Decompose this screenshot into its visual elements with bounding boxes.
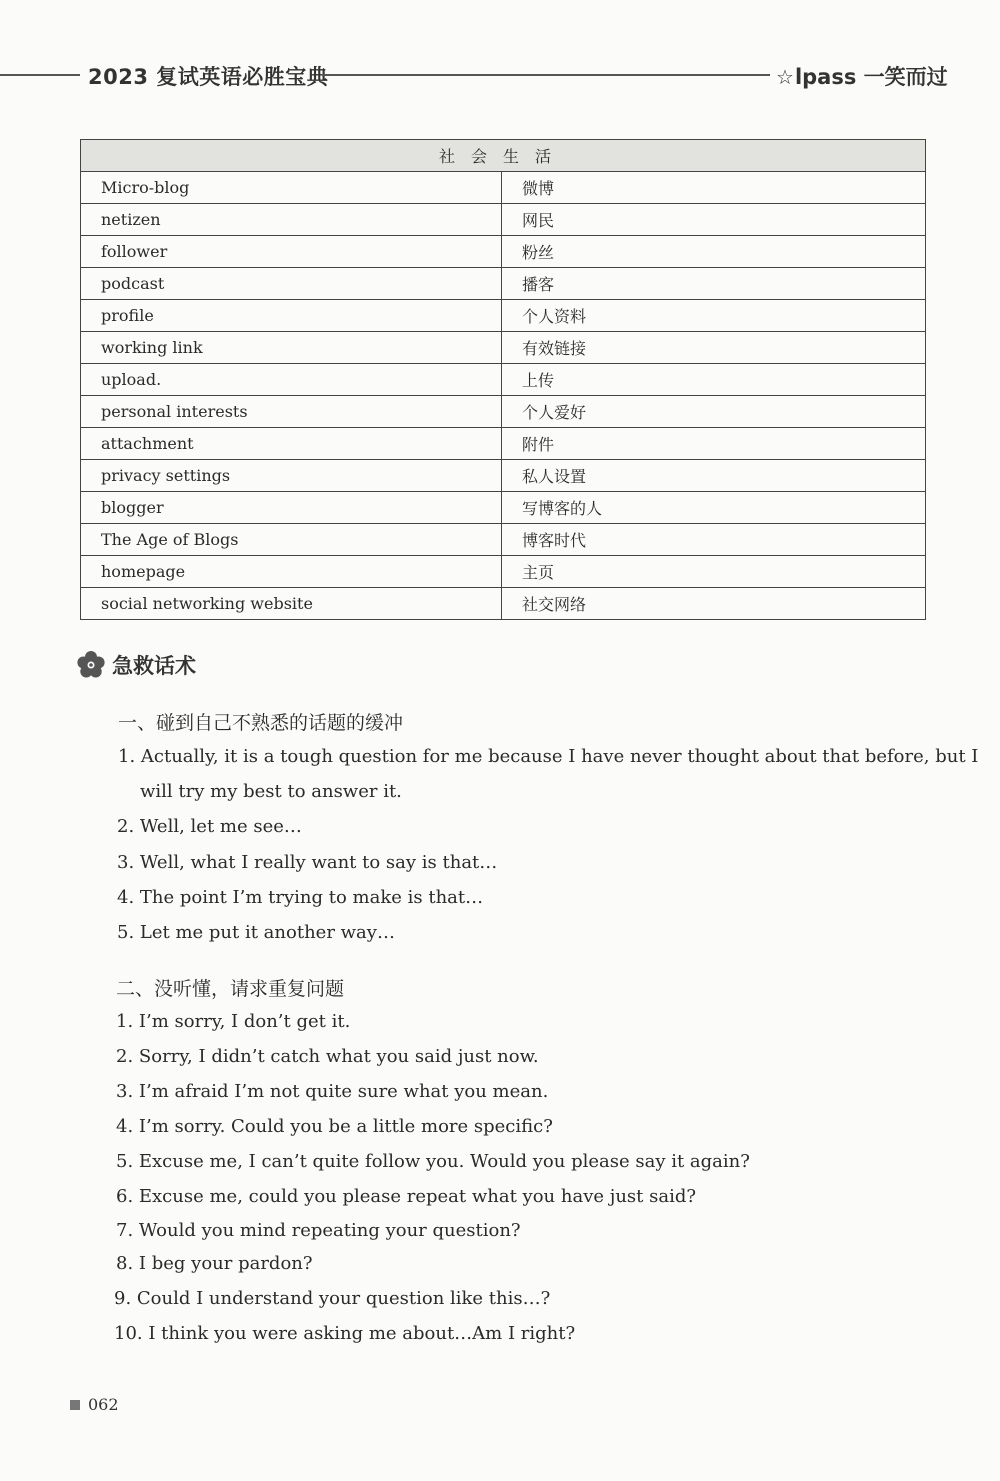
term-english: privacy settings	[81, 460, 502, 492]
term-english: working link	[81, 332, 502, 364]
section-title-text: 急救话术	[112, 654, 196, 678]
part1-item: 1. Actually, it is a tough question for me because I have never thought about that before, but I	[118, 746, 979, 767]
flower-icon	[76, 650, 106, 680]
term-chinese: 私人设置	[502, 460, 926, 492]
page-number-square-icon	[70, 1400, 80, 1410]
part1-item: will try my best to answer it.	[140, 781, 402, 802]
term-chinese: 网民	[502, 204, 926, 236]
term-english: blogger	[81, 492, 502, 524]
brand-text: lpass 一笑而过	[794, 65, 948, 89]
table-body	[81, 172, 926, 620]
term-chinese: 附件	[502, 428, 926, 460]
table-row	[81, 172, 926, 204]
term-english: personal interests	[81, 396, 502, 428]
part1-item: 5. Let me put it another way…	[117, 922, 395, 943]
table-row	[81, 556, 926, 588]
part2-item: 9. Could I understand your question like this…?	[114, 1288, 551, 1309]
term-chinese: 社交网络	[502, 588, 926, 620]
term-chinese: 主页	[502, 556, 926, 588]
term-english: attachment	[81, 428, 502, 460]
term-english: Micro-blog	[81, 172, 502, 204]
page-number-text: 062	[88, 1395, 119, 1414]
term-chinese: 个人资料	[502, 300, 926, 332]
brand	[776, 61, 948, 91]
part2-item: 10. I think you were asking me about…Am I right?	[114, 1323, 576, 1344]
term-english: social networking website	[81, 588, 502, 620]
term-english: follower	[81, 236, 502, 268]
table-row	[81, 428, 926, 460]
page-number	[70, 1395, 119, 1414]
term-english: homepage	[81, 556, 502, 588]
book-title: 2023 复试英语必胜宝典	[88, 65, 329, 89]
header-rule-middle	[322, 74, 770, 76]
table-heading: 社会生活	[81, 140, 926, 172]
term-english: profile	[81, 300, 502, 332]
table-row	[81, 588, 926, 620]
section-title	[76, 650, 196, 680]
part2-item: 2. Sorry, I didn’t catch what you said just now.	[116, 1046, 539, 1067]
part1-item: 3. Well, what I really want to say is that…	[117, 852, 498, 873]
part1-heading: 一、碰到自己不熟悉的话题的缓冲	[118, 712, 404, 734]
table-row	[81, 524, 926, 556]
part2-item: 6. Excuse me, could you please repeat what you have just said?	[116, 1186, 696, 1207]
table-row	[81, 268, 926, 300]
term-chinese: 粉丝	[502, 236, 926, 268]
term-english: upload.	[81, 364, 502, 396]
term-chinese: 写博客的人	[502, 492, 926, 524]
term-chinese: 个人爱好	[502, 396, 926, 428]
table-row	[81, 236, 926, 268]
brand-logo-icon: ☆	[776, 65, 794, 89]
header-rule-left	[0, 74, 80, 76]
part2-item: 5. Excuse me, I can’t quite follow you. Would you please say it again?	[116, 1151, 750, 1172]
term-chinese: 上传	[502, 364, 926, 396]
part2-item: 8. I beg your pardon?	[116, 1253, 313, 1274]
term-chinese: 播客	[502, 268, 926, 300]
part2-item: 1. I’m sorry, I don’t get it.	[116, 1011, 351, 1032]
term-english: netizen	[81, 204, 502, 236]
part1-item: 2. Well, let me see…	[117, 816, 302, 837]
table-row	[81, 492, 926, 524]
table-row	[81, 364, 926, 396]
table-row	[81, 396, 926, 428]
table-row	[81, 204, 926, 236]
part2-item: 4. I’m sorry. Could you be a little more specific?	[116, 1116, 553, 1137]
table-row	[81, 460, 926, 492]
term-chinese: 博客时代	[502, 524, 926, 556]
term-chinese: 微博	[502, 172, 926, 204]
vocabulary-table	[80, 139, 926, 620]
term-chinese: 有效链接	[502, 332, 926, 364]
part1-item: 4. The point I’m trying to make is that…	[117, 887, 484, 908]
table-row	[81, 332, 926, 364]
part2-item: 7. Would you mind repeating your question?	[116, 1220, 521, 1241]
part2-heading: 二、没听懂，请求重复问题	[116, 978, 345, 1000]
page-header	[0, 55, 1000, 95]
term-english: The Age of Blogs	[81, 524, 502, 556]
term-english: podcast	[81, 268, 502, 300]
table-row	[81, 300, 926, 332]
part2-item: 3. I’m afraid I’m not quite sure what you mean.	[116, 1081, 549, 1102]
